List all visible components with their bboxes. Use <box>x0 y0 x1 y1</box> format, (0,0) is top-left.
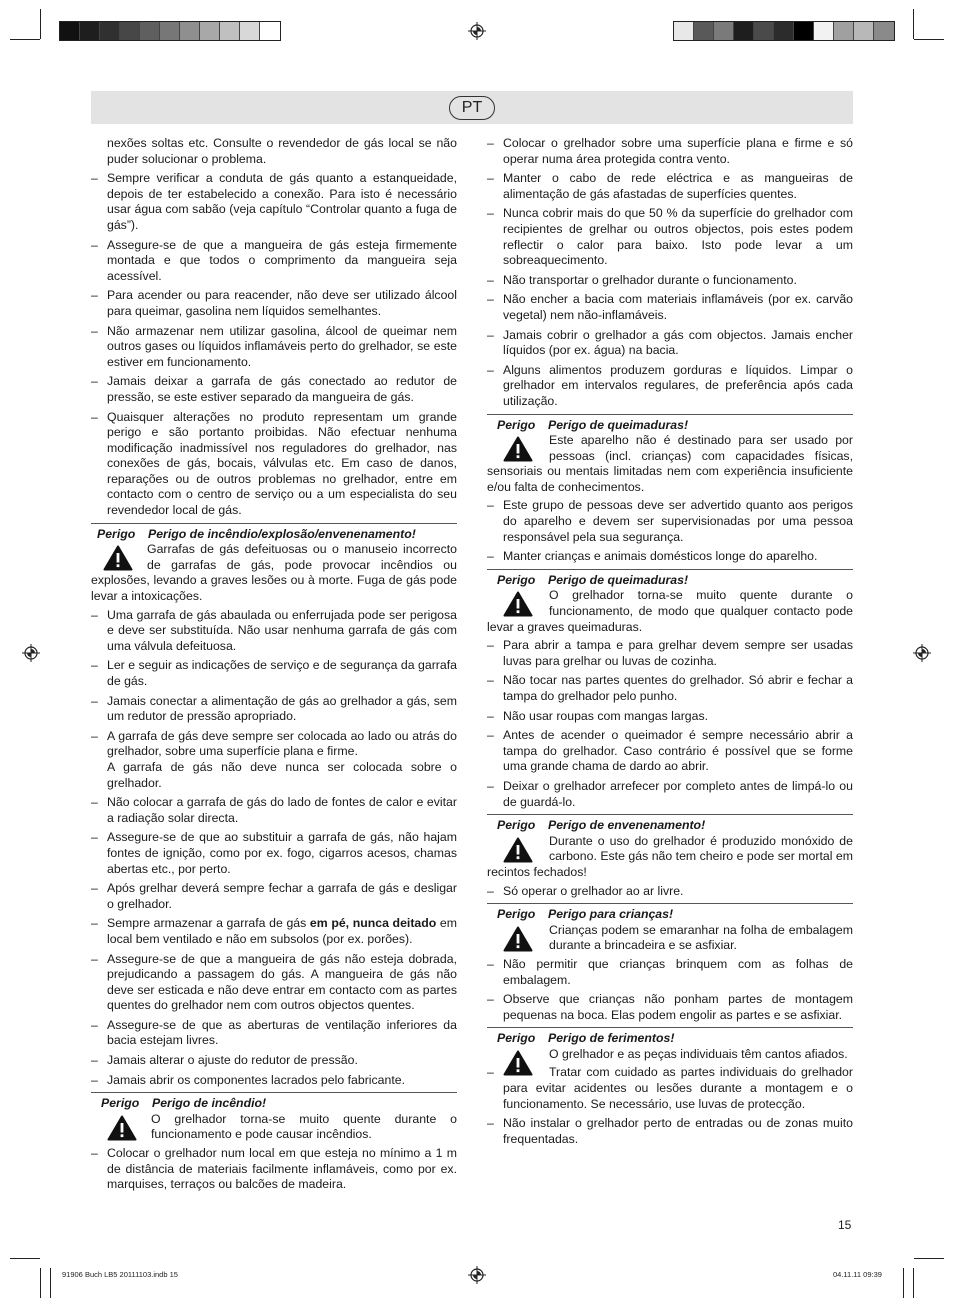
registration-mark-icon <box>468 1266 486 1284</box>
warning-text: Durante o uso do grelhador é produzido monóxido de carbono. Este gás não tem cheiro e pode ser mortal em recintos fechados! <box>487 833 853 879</box>
warning-block-injuries <box>487 1027 853 1062</box>
list-item: – Sempre verificar a conduta de gás quanto a estanqueidade, depois de ter estabelecido a conexão. Para isto é necessário usar água com sabão (veja capítulo “Controlar quanto a fuga de gás”). <box>91 171 457 232</box>
list-item: – Alguns alimentos produzem gorduras e líquidos. Limpar o grelhador em intervalos regulares, de preferência após cada utilização. <box>487 362 853 408</box>
list-item: – Uma garrafa de gás abaulada ou enferrujada pode ser perigosa e deve ser substituída. Não usar nenhuma garrafa de gás com uma válvula defeituosa. <box>91 607 457 653</box>
warning-block-poisoning <box>487 814 853 880</box>
crop-mark <box>40 1268 41 1298</box>
list-item: – Manter o cabo de rede eléctrica e as mangueiras de alimentação de gás afastadas de superfícies quentes. <box>487 171 853 201</box>
list-item: – Assegure-se de que a mangueira de gás não esteja dobrada, prejudicando a passagem do gás. A mangueira de gás não deve ser esticada e não deve entrar em contacto com as partes quentes do grelhador nem com outros objectos quentes. <box>91 951 457 1013</box>
warning-text: Este aparelho não é destinado para ser usado por pessoas (incl. crianças) com capacidades físicas, sensoriais ou mentais limitadas nem com experiência insuficiente e/ou falta de conhecimentos. <box>487 433 853 494</box>
warning-heading: Perigo Perigo de ferimentos! <box>497 1031 675 1046</box>
list-item: – Jamais alterar o ajuste do redutor de pressão. <box>91 1053 358 1068</box>
print-slug-right: 04.11.11 09:39 <box>833 1270 882 1279</box>
list-item: – Antes de acender o queimador é sempre necessário abrir a tampa do grelhador. Caso contrário é possível que se forme uma grande chama de dardo ao abrir. <box>487 728 853 774</box>
registration-mark-icon <box>22 644 40 662</box>
right-column <box>487 136 853 1151</box>
list-item: – Assegure-se de que ao substituir a garrafa de gás, não hajam fontes de ignição, como por ex. fogo, cigarros acesos, chamas abertas etc., por perto. <box>91 830 457 876</box>
list-item: – Nunca cobrir mais do que 50 % da superfície do grelhador com recipientes de grelhar ou outros objectos, pois estes podem reflectir o calor para baixo. Isto pode levar a um sobreaquecimento. <box>487 206 853 268</box>
warning-heading: Perigo Perigo de queimaduras! <box>497 572 689 587</box>
list-item: – Colocar o grelhador sobre uma superfície plana e firme e só operar numa área protegida contra vento. <box>487 136 853 166</box>
crop-mark <box>914 39 944 40</box>
crop-mark <box>10 39 40 40</box>
list-item: – Não colocar a garrafa de gás do lado de fontes de calor e evitar a radiação solar directa. <box>91 795 457 825</box>
list-item: – Sempre armazenar a garrafa de gás em pé, nunca deitado em local bem ventilado e não em subsolos (por ex. porões). <box>91 916 458 946</box>
list-item: – Tratar com cuidado as partes individuais do grelhador para evitar acidentes ou lesões durante a montagem e o funcionamento. Se necessário, use luvas de protecção. <box>487 1065 853 1111</box>
crop-mark <box>40 9 41 39</box>
crop-mark <box>913 9 914 39</box>
page-number: 15 <box>838 1218 852 1232</box>
list-item: – Assegure-se de que a mangueira de gás esteja firmemente montada e que todos o comprimento da mangueira seja acessível. <box>91 237 457 283</box>
list-item: – Não permitir que crianças brinquem com as folhas de embalagem. <box>487 956 853 987</box>
list-item: – Não tocar nas partes quentes do grelhador. Só abrir e fechar a tampa do grelhador pelo punho. <box>487 673 853 703</box>
color-bar-left <box>59 21 281 41</box>
list-item: – Só operar o grelhador ao ar livre. <box>487 883 684 898</box>
list-item: – Não usar roupas com mangas largas. <box>487 708 709 723</box>
crop-mark <box>903 1268 904 1298</box>
left-column <box>91 136 457 1197</box>
list-item: – Jamais abrir os componentes lacrados pelo fabricante. <box>91 1072 406 1087</box>
warning-block-burns <box>487 414 853 496</box>
warning-text: O grelhador torna-se muito quente durante o funcionamento, de modo que qualquer contacto pode levar a graves queimaduras. <box>487 588 853 634</box>
registration-mark-icon <box>468 22 486 40</box>
list-item: – Deixar o grelhador arrefecer por completo antes de limpá-lo ou de guardá-lo. <box>487 778 853 809</box>
list-item: – Para abrir a tampa e para grelhar devem sempre ser usadas luvas para grelhar ou luvas de cozinha. <box>487 638 853 668</box>
list-item: – Colocar o grelhador num local em que esteja no mínimo a 1 m de distância de materiais facilmente inflamáveis, como por ex. marquises, terraços ou balcões de madeira. <box>91 1146 457 1192</box>
list-item: – Não armazenar nem utilizar gasolina, álcool de queimar nem outros gases ou líquidos inflamáveis perto do grelhador, se este estiver em funcionamento. <box>91 323 457 369</box>
warning-triangle-icon <box>503 926 533 952</box>
list-item: – A garrafa de gás deve sempre ser colocada ao lado ou atrás do grelhador, sobre uma superfície plana e firme. A garrafa de gás não deve nunca ser colocada sobre o grelhador. <box>91 728 457 790</box>
warning-triangle-icon <box>107 1115 137 1141</box>
list-item: – Para acender ou para reacender, não deve ser utilizado álcool para queimar, gasolina nem líquidos semelhantes. <box>91 288 457 318</box>
warning-triangle-icon <box>103 545 133 571</box>
warning-block-fire <box>91 1092 457 1143</box>
warning-triangle-icon <box>503 436 533 462</box>
crop-mark <box>10 1258 40 1259</box>
list-item: – Jamais cobrir o grelhador a gás com objectos. Jamais encher líquidos (por ex. água) na bacia. <box>487 327 853 358</box>
crop-mark <box>914 1258 944 1259</box>
warning-block-children <box>487 903 853 954</box>
warning-heading: Perigo Perigo de envenenamento! <box>497 818 706 833</box>
warning-heading: Perigo Perigo de incêndio/explosão/envenenamento! <box>97 526 416 541</box>
language-badge: PT <box>449 96 495 120</box>
warning-block-fire-explosion <box>91 523 457 605</box>
warning-triangle-icon <box>503 837 533 863</box>
list-item: – Este grupo de pessoas deve ser advertido quanto aos perigos do aparelho e devem ser supervisionadas por uma pessoa responsável pela sua segurança. <box>487 498 853 544</box>
list-item: – Não encher a bacia com materiais inflamáveis (por ex. carvão vegetal) nem não-inflamáveis. <box>487 292 853 322</box>
registration-mark-icon <box>913 644 931 662</box>
warning-text: O grelhador e as peças individuais têm cantos afiados. <box>487 1047 853 1063</box>
warning-triangle-icon <box>503 591 533 617</box>
warning-text: O grelhador torna-se muito quente durante o funcionamento e pode causar incêndios. <box>91 1112 457 1143</box>
warning-heading: Perigo Perigo de queimaduras! <box>497 417 689 432</box>
warning-heading: Perigo Perigo para crianças! <box>497 907 674 922</box>
crop-mark <box>913 1268 914 1298</box>
color-bar-right <box>673 21 895 41</box>
list-item: – Manter crianças e animais domésticos longe do aparelho. <box>487 549 818 564</box>
list-item: – Quaisquer alterações no produto representam um grande perigo e são portanto proibidas. Não efectuar nenhuma modificação inadmissível nos reguladores do grelhador, nas conexões de gás, bocais, válvulas etc. Em caso de danos, reparações ou de outros problemas no grelhador, entre em contacto com o centro de serviço ou a um especialista do seu revendedor local de gás. <box>91 409 457 518</box>
list-item: – Ler e seguir as indicações de serviço e de segurança da garrafa de gás. <box>91 658 457 688</box>
list-item: – Observe que crianças não ponham partes de montagem pequenas na boca. Elas podem engolir as partes e se asfixiar. <box>487 992 853 1022</box>
paragraph: nexões soltas etc. Consulte o revendedor de gás local se não puder solucionar o problema. <box>107 136 457 166</box>
crop-mark <box>50 1268 51 1298</box>
warning-heading: Perigo Perigo de incêndio! <box>101 1096 267 1111</box>
list-item: – Jamais conectar a alimentação de gás ao grelhador a gás, sem um redutor de pressão apropriado. <box>91 693 457 724</box>
list-item: – Após grelhar deverá sempre fechar a garrafa de gás e desligar o grelhador. <box>91 881 457 911</box>
list-item: – Assegure-se de que as aberturas de ventilação inferiores da bacia estejam livres. <box>91 1017 457 1048</box>
warning-text: Garrafas de gás defeituosas ou o manuseio incorrecto de garrafas de gás, pode provocar incêndios ou explosões, levando a graves lesões ou à morte. Fuga de gás pode levar a intoxicações. <box>91 542 457 604</box>
warning-text: Crianças podem se emaranhar na folha de embalagem durante a brincadeira e se asfixiar. <box>487 923 853 954</box>
list-item: – Não instalar o grelhador perto de entradas ou de zonas muito frequentadas. <box>487 1116 853 1146</box>
warning-block-burns-hot-surface <box>487 569 853 635</box>
print-slug-left: 91906 Buch LB5 20111103.indb 15 <box>62 1270 178 1279</box>
list-item: – Jamais deixar a garrafa de gás conectado ao redutor de pressão, se este estiver separado da mangueira de gás. <box>91 374 457 404</box>
list-item: – Não transportar o grelhador durante o funcionamento. <box>487 272 797 287</box>
